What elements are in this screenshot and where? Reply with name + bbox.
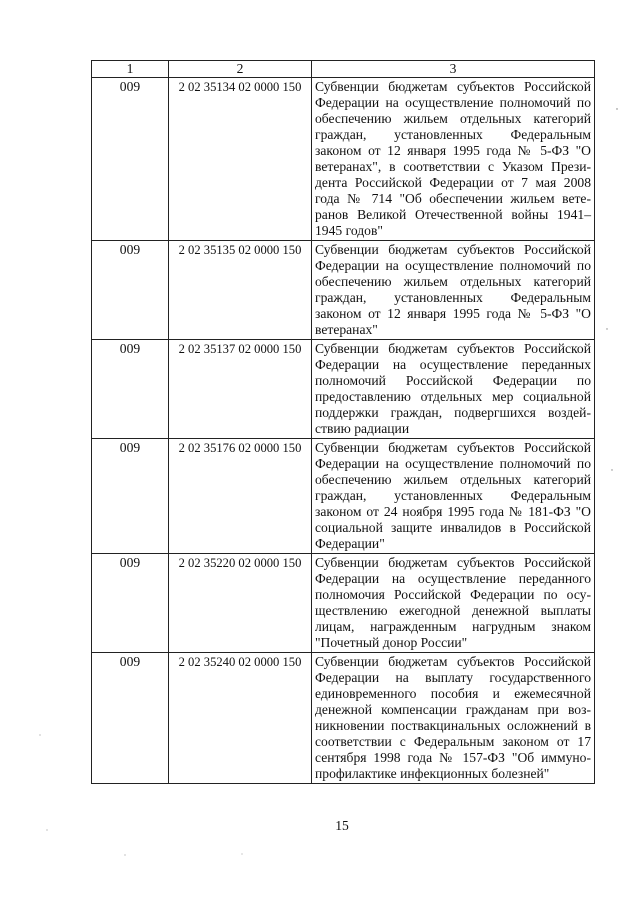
budget-code-cell: 2 02 35176 02 0000 150 xyxy=(169,439,312,554)
page-number: 15 xyxy=(335,818,349,833)
admin-code-cell: 009 xyxy=(92,653,169,784)
budget-code-cell: 2 02 35220 02 0000 150 xyxy=(169,554,312,653)
budget-code-cell: 2 02 35135 02 0000 150 xyxy=(169,241,312,340)
table-body xyxy=(92,78,595,784)
scan-speck xyxy=(616,108,617,109)
description-cell: Субвенции бюджетам субъектов Российской Федерации на выплату государственного единовременного пособия и ежемесячной денежной компенсации гражданам при возникновении поствакцинальных осложнений в соответствии с Федеральным законом от 17 сентября 1998 года № 157-ФЗ "Об иммунопрофилактике инфекционных болезней" xyxy=(312,653,595,784)
description-cell: Субвенции бюджетам субъектов Российской Федерации на осуществление полномочий по обеспечению жильем отдельных категорий граждан, установленных Федеральным законом от 12 января 1995 года № 5-ФЗ "О ветеранах" xyxy=(312,241,595,340)
table-row xyxy=(92,554,595,653)
scan-speck xyxy=(39,734,40,735)
scan-speck xyxy=(611,469,612,470)
scan-speck xyxy=(241,853,242,854)
scan-speck xyxy=(606,328,607,329)
revenue-codes-table xyxy=(91,60,595,784)
admin-code-cell: 009 xyxy=(92,78,169,241)
budget-code-cell: 2 02 35240 02 0000 150 xyxy=(169,653,312,784)
scan-speck xyxy=(124,854,125,855)
description-cell: Субвенции бюджетам субъектов Российской Федерации на осуществление переданных полномочий Российской Федерации по предоставлению отдельных мер социальной поддержки граждан, подвергшихся воздействию радиации xyxy=(312,340,595,439)
description-cell: Субвенции бюджетам субъектов Российской Федерации на осуществление переданного полномочия Российской Федерации по осуществлению ежегодной денежной выплаты лицам, награжденным нагрудным знаком "Почетный донор России" xyxy=(312,554,595,653)
table-row xyxy=(92,653,595,784)
table-row xyxy=(92,439,595,554)
admin-code-cell: 009 xyxy=(92,554,169,653)
header-col-1: 1 xyxy=(92,61,169,78)
table-row xyxy=(92,340,595,439)
table-row xyxy=(92,241,595,340)
admin-code-cell: 009 xyxy=(92,241,169,340)
budget-code-cell: 2 02 35134 02 0000 150 xyxy=(169,78,312,241)
header-col-2: 2 xyxy=(169,61,312,78)
table-header xyxy=(92,61,595,78)
admin-code-cell: 009 xyxy=(92,439,169,554)
description-cell: Субвенции бюджетам субъектов Российской Федерации на осуществление полномочий по обеспечению жильем отдельных категорий граждан, установленных Федеральным законом от 12 января 1995 года № 5-ФЗ "О ветеранах", в соответствии с Указом Президента Российской Федерации от 7 мая 2008 года № 714 "Об обеспечении жильем ветеранов Великой Отечественной войны 1941–1945 годов" xyxy=(312,78,595,241)
description-cell: Субвенции бюджетам субъектов Российской Федерации на осуществление полномочий по обеспечению жильем отдельных категорий граждан, установленных Федеральным законом от 24 ноября 1995 года № 181-ФЗ "О социальной защите инвалидов в Российской Федерации" xyxy=(312,439,595,554)
header-col-3: 3 xyxy=(312,61,595,78)
table-row xyxy=(92,78,595,241)
header-row xyxy=(92,61,595,78)
budget-code-cell: 2 02 35137 02 0000 150 xyxy=(169,340,312,439)
admin-code-cell: 009 xyxy=(92,340,169,439)
